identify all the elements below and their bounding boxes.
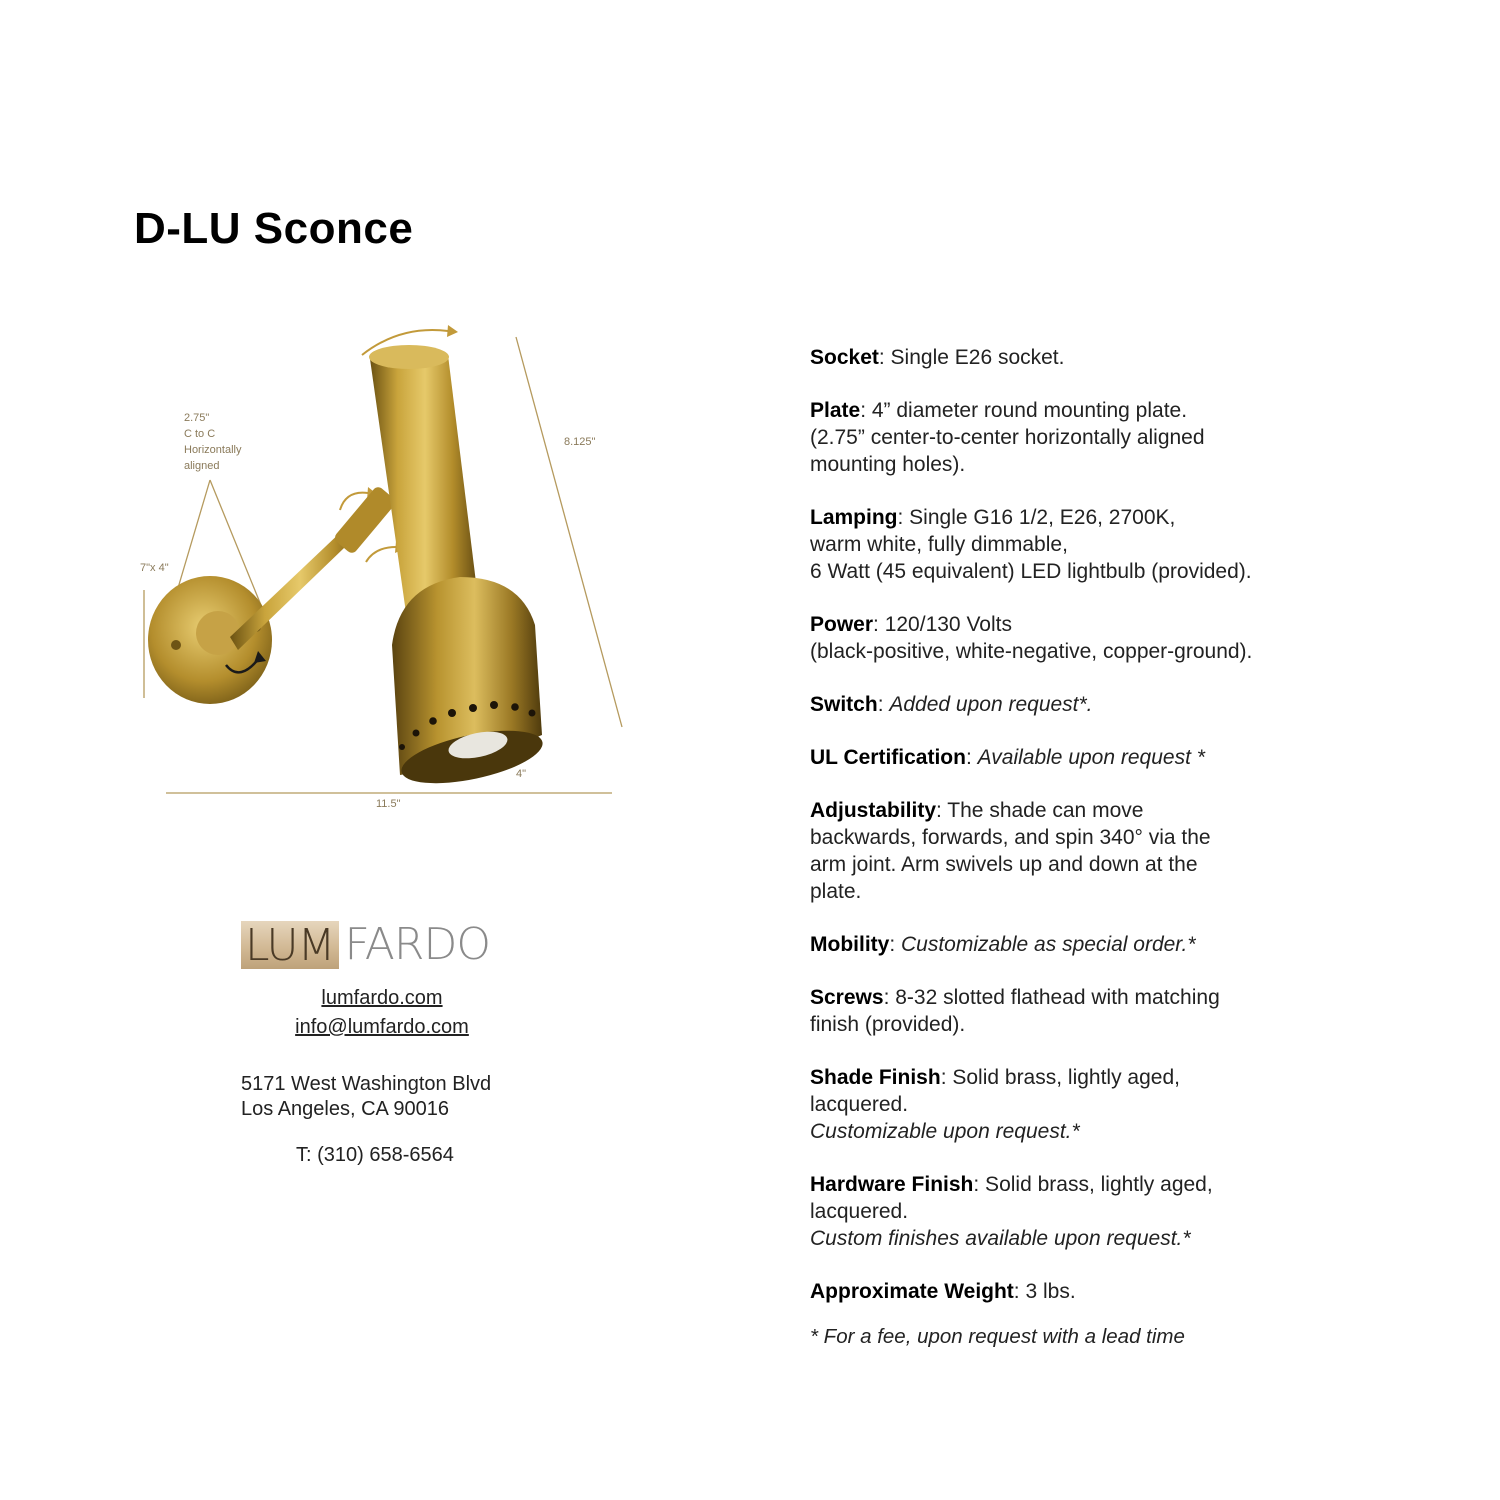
- address-line1: 5171 West Washington Blvd: [241, 1073, 492, 1095]
- spec-value: : 120/130 Volts: [873, 613, 1012, 636]
- page-title: D-LU Sconce: [134, 204, 414, 253]
- dim-holes-line1: 2.75": [184, 412, 210, 424]
- spec-value: : 4” diameter round mounting plate.: [860, 399, 1188, 422]
- spec-value: : Single E26 socket.: [878, 346, 1065, 369]
- spec-value: finish (provided).: [810, 1013, 966, 1036]
- spec-plate: [810, 397, 1290, 478]
- logo-part-lum: LUM: [241, 921, 339, 969]
- spec-label: Hardware Finish: [810, 1173, 974, 1196]
- spec-value: : Solid brass, lightly aged,: [940, 1066, 1180, 1089]
- spec-value: Customizable upon request.*: [810, 1120, 1080, 1143]
- spec-lamping: [810, 504, 1290, 585]
- spec-label: Switch: [810, 693, 878, 716]
- spec-value: arm joint. Arm swivels up and down at the: [810, 853, 1198, 876]
- dim-holes-line2: C to C: [184, 428, 216, 440]
- spec-separator: :: [889, 933, 901, 956]
- footnote: * For a fee, upon request with a lead time: [810, 1325, 1185, 1348]
- spec-label: Plate: [810, 399, 861, 422]
- spec-separator: :: [965, 746, 978, 769]
- address: [241, 1072, 491, 1122]
- brand-logo: [241, 921, 490, 969]
- spec-adjustability: [810, 797, 1290, 905]
- shade-dome: [392, 577, 547, 793]
- spec-list: [810, 344, 1290, 1350]
- spec-label: Screws: [810, 986, 884, 1009]
- spec-value: (2.75” center-to-center horizontally aligned: [810, 426, 1205, 449]
- spec-value: Available upon request *: [977, 746, 1205, 769]
- spec-power: [810, 611, 1290, 665]
- spec-separator: :: [877, 693, 890, 716]
- dim-shade-width: 4": [516, 768, 527, 780]
- product-diagram: [130, 315, 640, 815]
- spec-value: : 8-32 slotted flathead with matching: [883, 986, 1220, 1009]
- spec-ul-certification: [810, 744, 1290, 771]
- spec-value: lacquered.: [810, 1200, 909, 1223]
- spec-value: backwards, forwards, and spin 340° via the: [810, 826, 1211, 849]
- spec-value: Customizable as special order.*: [901, 933, 1196, 956]
- spec-hardware-finish: [810, 1171, 1290, 1252]
- spec-value: lacquered.: [810, 1093, 909, 1116]
- spec-shade-finish: [810, 1064, 1290, 1145]
- spec-switch: [810, 691, 1290, 718]
- spec-value: plate.: [810, 880, 862, 903]
- spec-value: warm white, fully dimmable,: [810, 533, 1068, 556]
- spec-label: Adjustability: [810, 799, 937, 822]
- website-link[interactable]: lumfardo.com: [321, 987, 443, 1009]
- spec-mobility: [810, 931, 1290, 958]
- dim-height: 8.125": [564, 436, 596, 448]
- spec-weight: [810, 1278, 1290, 1305]
- spec-screws: [810, 984, 1290, 1038]
- spec-label: Shade Finish: [810, 1066, 941, 1089]
- spec-value: : Single G16 1/2, E26, 2700K,: [897, 506, 1176, 529]
- spec-value: (black-positive, white-negative, copper-ground).: [810, 640, 1253, 663]
- spec-label: Mobility: [810, 933, 890, 956]
- spec-label: Socket: [810, 346, 879, 369]
- spec-label: UL Certification: [810, 746, 966, 769]
- spec-label: Approximate Weight: [810, 1280, 1014, 1303]
- spec-value: : The shade can move: [936, 799, 1144, 822]
- spec-label: Power: [810, 613, 874, 636]
- arm: [230, 485, 397, 650]
- spec-label: Lamping: [810, 506, 898, 529]
- email-link[interactable]: info@lumfardo.com: [295, 1016, 469, 1038]
- dim-plate: 7"x 4": [140, 562, 169, 574]
- dim-holes-line3: Horizontally: [184, 444, 242, 456]
- spec-value: : Solid brass, lightly aged,: [973, 1173, 1213, 1196]
- dim-holes-line4: aligned: [184, 460, 220, 472]
- dim-depth: 11.5": [376, 798, 401, 810]
- spec-value: Custom finishes available upon request.*: [810, 1227, 1191, 1250]
- spec-value: Added upon request*.: [889, 693, 1093, 716]
- spec-value: : 3 lbs.: [1013, 1280, 1076, 1303]
- address-line2: Los Angeles, CA 90016: [241, 1098, 449, 1120]
- spec-value: mounting holes).: [810, 453, 966, 476]
- phone: T: (310) 658-6564: [296, 1144, 454, 1166]
- spec-socket: [810, 344, 1290, 371]
- logo-part-fardo: FARDO: [344, 919, 490, 970]
- spec-value: 6 Watt (45 equivalent) LED lightbulb (provided).: [810, 560, 1252, 583]
